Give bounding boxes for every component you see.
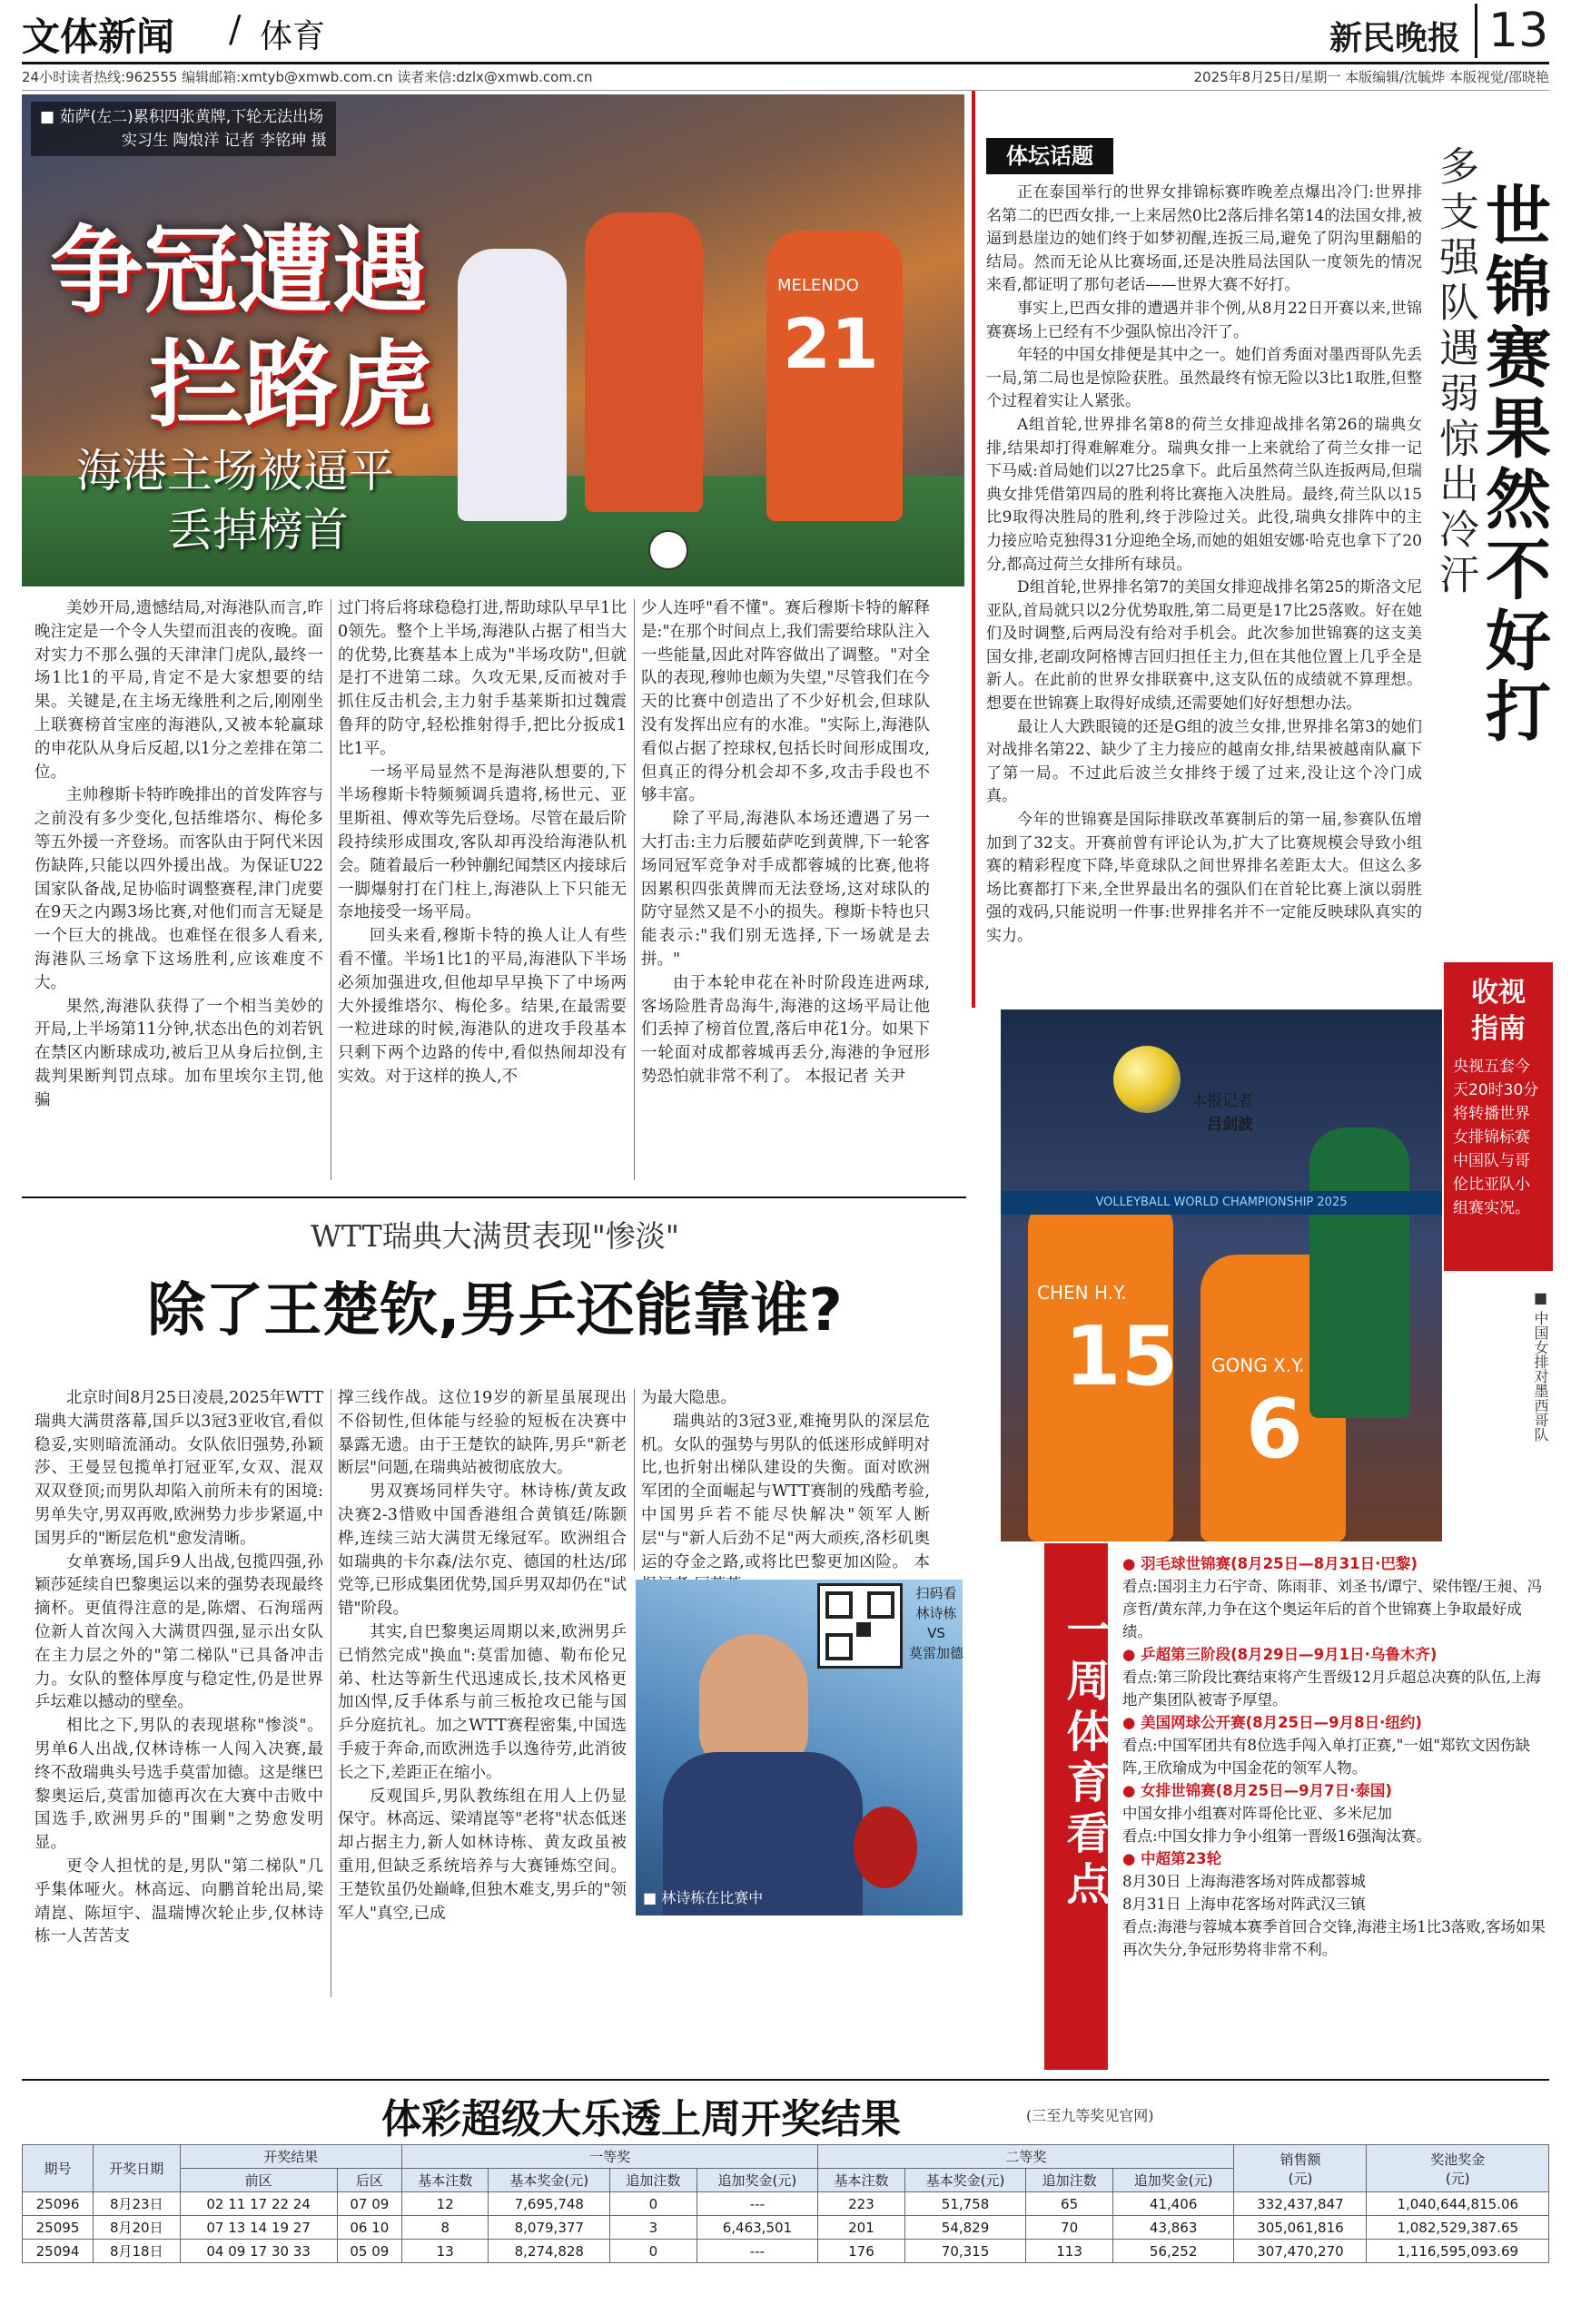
forum-vertical-headline: 世锦赛果然不好打 — [1475, 182, 1551, 748]
arena-banner: VOLLEYBALL WORLD CHAMPIONSHIP 2025 — [1001, 1191, 1442, 1215]
soccer-photo — [22, 94, 964, 586]
section-divider — [22, 1196, 966, 1198]
table-row: 25095 8月20日 07 13 14 19 27 06 10 8 8,079,377 3 6,463,501 201 54,829 70 43,863 305,061,816 1,082,529,387.65 — [23, 2216, 1549, 2240]
col-pool: 奖池奖金 (元) — [1367, 2145, 1549, 2192]
photo-caption: ■ 茹萨(左二)累积四张黄牌,下轮无法出场 实习生 陶烺洋 记者 李铭珅 摄 — [31, 102, 336, 156]
player-white — [458, 249, 567, 521]
wtt-kicker: WTT瑞典大满贯表现"惨淡" — [311, 1218, 679, 1254]
column-rule — [634, 599, 635, 1180]
table-row: 25096 8月23日 02 11 17 22 24 07 09 12 7,695,748 0 --- 223 51,758 65 41,406 332,437,847 1,040,644,815.06 — [23, 2192, 1549, 2216]
week-item: ● 羽毛球世锦赛(8月25日—8月31日·巴黎) 看点:国羽主力石宇奇、陈雨菲、刘圣书/谭宁、梁伟铿/王昶、冯彦哲/黄东萍,力争在这个奥运年后的首个世锦赛上争取最好成绩。 — [1122, 1555, 1543, 1640]
forum-vertical-kicker: 多支强队遇弱惊出冷汗 — [1432, 145, 1478, 599]
jersey-b-number: 6 — [1246, 1382, 1303, 1477]
qr-label: 扫码看 林诗栋 VS 莫雷加德 — [908, 1585, 963, 1661]
page-number: 13 — [1475, 4, 1548, 58]
wtt-column-2: 撑三线作战。这位19岁的新星虽展现出不俗韧性,但体能与经验的短板在决赛中暴露无遗。由于王楚钦的缺阵,男乒"新老断层"问题,在瑞典站被彻底放大。 男双赛场同样失守。林诗栋/黄友政决赛2-3惜败中国香港组合黄镇廷/陈颢桦,连续三站大满贯无缘冠军。欧洲组合如瑞典的卡尔森/法尔克、德国的杜达/邱党等,已形成集团优势,国乒男双却仍在"试错"阶段。 其实,自巴黎奥运周期以来,欧洲男乒已悄然完成"换血":莫雷加德、勒布伦兄弟、杜达等新生代迅速成长,技术风格更加凶悍,反手体系与前三板抢攻已能与国乒分庭抗礼。加之WTT赛程密集,中国选手疲于奔命,而欧洲选手以逸待劳,此消彼长之下,差距正在缩小。 反观国乒,男队教练组在用人上仍显保守。林高远、梁靖崑等"老将"状态低迷却占据主力,新人如林诗栋、黄友政虽被重用,但缺乏系统培养与大赛锤炼空间。王楚钦虽仍处巅峰,但独木难支,男乒的"领军人"真空,已成 — [338, 1389, 627, 1923]
paper-name: 新民晚报 — [1329, 20, 1461, 57]
col-sales: 销售额 (元) — [1234, 2145, 1367, 2192]
masthead — [22, 4, 1549, 64]
table-row: 25094 8月18日 04 09 17 30 33 05 09 13 8,274,828 0 --- 176 70,315 113 56,252 307,470,270 1,116,595,093.69 — [23, 2240, 1549, 2263]
tv-text: 央视五套今天20时30分将转播世界女排锦标赛中国队与哥伦比亚队小组赛实况。 — [1453, 1058, 1539, 1217]
player-face — [699, 1634, 808, 1770]
column-rule — [634, 1389, 635, 1571]
wtt-column-3: 为最大隐患。 瑞典站的3冠3亚,难掩男队的深层危机。女队的强势与男队的低迷形成鲜明对比,也折射出梯队建设的失衡。面对欧洲军团的全面崛起与WTT赛制的残酷考验,中国男乒若不能尽快解决"领军人断层"与"新人后劲不足"两大顽疾,洛杉矶奥运的夺金之路,或将比巴黎更加凶险。 本 — [641, 1389, 930, 1571]
week-item: ● 乒超第三阶段(8月29日—9月1日·乌鲁木齐) 看点:第三阶段比赛结束将产生晋级12月乒超总决赛的队伍,上海地产集团队被寄予厚望。 — [1122, 1646, 1541, 1709]
tv-guide — [1444, 962, 1553, 1271]
lottery-divider — [22, 2079, 1549, 2081]
week-preview-vertical-title: 一周体育看点 — [1044, 1543, 1108, 2070]
player-mexico — [1309, 1128, 1409, 1418]
week-item: ● 女排世锦赛(8月25日—9月7日·泰国) 中国女排小组赛对阵哥伦比亚、多米尼加 看点:中国女排力争小组第一晋级16强淘汰赛。 — [1122, 1782, 1432, 1845]
contact-info: 24小时读者热线:962555 编辑邮箱:xmtyb@xmwb.com.cn 读者来信:dzlx@xmwb.com.cn — [22, 69, 593, 85]
volleyball-side-caption: ■ 中国女排对墨西哥队 — [1532, 1289, 1549, 1443]
forum-byline: 本报记者 吕剑波 — [1191, 1092, 1253, 1134]
lottery-note: (三至九等奖见官网) — [1026, 2107, 1154, 2124]
slash-divider: / — [229, 9, 242, 51]
tv-title-2: 指南 — [1471, 1013, 1526, 1045]
paddle — [854, 1807, 917, 1888]
col-first: 一等奖 — [401, 2145, 817, 2169]
col-period: 期号 — [23, 2145, 94, 2192]
jersey-name: MELENDO — [777, 276, 859, 295]
pingpong-caption: ■ 林诗栋在比赛中 — [643, 1889, 764, 1906]
lottery-title: 体彩超级大乐透上周开奖结果 — [381, 2096, 901, 2142]
forum-badge: 体坛话题 — [986, 138, 1113, 174]
lead-headline-2: 拦路虎 — [149, 330, 433, 440]
section-subtitle: 体育 — [260, 18, 326, 55]
col-date: 开奖日期 — [94, 2145, 181, 2192]
player-orange — [585, 212, 703, 512]
lead-column-1: 美妙开局,遗憾结局,对海港队而言,昨晚注定是一个令人失望而沮丧的夜晚。面对实力不那么强的天津津门虎队,最终一场1比1的平局,肯定不是大家想要的结果。关键是,在主场无缘胜利之后,刚刚坐上联赛榜首宝座的海港队,又被本轮赢球的申花队从身后反超,以1分之差排在第二位。 主帅穆斯卡特昨晚排出的首发阵容与之前没有多少变化,包括维塔尔、梅伦多等五外援一齐登场。而客队由于阿代米因伤缺阵,只能以四外援出战。为保证U22国家队备战,足协临时调整赛程,津门虎要在9天之内踢3场比赛,对他们而言无疑是一个巨大的挑战。也难怪在很多人看来,海港队三场拿下这场胜利,应该难度不大。 果然,海港队获得了一个相当美妙的开局,上半场第11分钟,状态出色的刘若钒在禁区内断球成功,被后卫从身后拉倒,主裁判果断判罚点球。加布里埃尔主罚,他骗 — [35, 599, 323, 1109]
lead-subhead-2: 丢掉榜首 — [167, 504, 349, 556]
lead-headline-1: 争冠遭遇 — [49, 215, 428, 326]
jersey-b-name: GONG X.Y. — [1211, 1354, 1305, 1376]
wtt-column-1: 北京时间8月25日凌晨,2025年WTT瑞典大满贯落幕,国乒以3冠3亚收官,看似稳妥,实则暗流涌动。女队依旧强势,孙颖莎、王曼昱包揽单打冠亚军,女双、混双双双登顶;而男队却陷入前所未有的困境:男单失守,男双再败,欧洲势力步步紧逼,中国男乒的"断层危机"愈发清晰。 女单赛场,国乒9人出战,包揽四强,孙颖莎延续自巴黎奥运以来的强势表现最终摘杯。更值得注意的是,陈熠、石洵瑶两位新人首次闯入大满贯四强,显示出女队在主力层之外的"第二梯队"已具备冲击力。女队的整体厚度与稳定性,仍是世界乒坛难以撼动的壁垒。 相比之下,男队的表现堪称"惨淡"。男单6人出战,仅林诗栋一人闯入决赛,最终不敌瑞典头号选手莫雷加德。这是继巴黎奥运后,莫雷加德再次在大赛中击败中国选手,欧洲男乒的"围剿"之势愈发明显。 更令人担忧的是,男队"第二梯队"几乎集体哑火。林高远、向鹏首轮出局,梁靖崑、陈垣宇、温瑞博次轮止步,仅林诗栋一人苦苦支 — [35, 1389, 323, 1946]
lead-column-2: 过门将后将球稳稳打进,帮助球队早早1比0领先。整个上半场,海港队占据了相当大的优势,比赛基本上成为"半场攻防",但就是打不进第二球。久攻无果,反而被对手抓住反击机会,主力射手基莱斯扣过魏震鲁拜的防守,轻松推射得手,把比分扳成1比1平。 一场平局显然不是海港队想要的,下半场穆斯卡特频频调兵遣将,杨世元、亚里斯祖、傅欢等先后登场。尽管在最后阶段持续形成围攻,客队却再没给海港队机会。随着最后一秒钟蒯纪闻禁区内接球后一脚爆射打在门柱上,海港队上下只能无奈地接受一场平局。 回头来看,穆斯卡特的换人让人有些看不懂。半场1比1的平局,海港队下半场必须加强进攻,但他却早早换下了中场两大外援维塔尔、梅伦多。结果,在最需要一粒进球的时候,海港队的进攻手段基本只剩下两个边路的传中,看似热闹却没有实效。对于这样的换人,不 — [338, 599, 627, 1086]
week-item: ● 中超第23轮 8月30日 上海海港客场对阵成都蓉城 8月31日 上海申花客场对阵武汉三镇 看点:海港与蓉城本赛季首回合交锋,海港主场1比3落败,客场如果再次失分,争冠形势将非常不利。 — [1122, 1850, 1546, 1958]
lottery-table: 期号 开奖日期 开奖结果 一等奖 二等奖 销售额 (元) 奖池奖金 (元) 前区 后区 基本注数 基本奖金(元) 追加注数 追加奖金(元) 基本注数 基本奖金(元) 追加注数 追加奖金(元) 25096 8月23日 02 11 17 22 24 07 09 12 7,695,748 0 --- 223 51,758 65 41,406 332,437,847 1,040,644,815.06 25095 8月20日 07 13 14 19 27 06 10 8 8,079,377 3 6,463,501 201 54,829 70 43,863 305,061,816 1,082,529,387.65 25094 8月18日 04 09 17 30 33 05 09 13 8,274,828 0 --- 176 70,315 113 56,252 307,470,270 1,116,595,093.69 — [22, 2144, 1549, 2263]
forum-body: 正在泰国举行的世界女排锦标赛昨晚差点爆出冷门:世界排名第二的巴西女排,一上来居然0比2落后排名第14的法国女排,被逼到悬崖边的她们终于如梦初醒,连扳三局,避免了阴沟里翻船的结局。然而无论从比赛场面,还是决胜局法国队一度领先的情况来看,都证明了那句老话——世界大赛不好打。 事实上,巴西女排的遭遇并非个例,从8月22日开赛以来,世锦赛赛场上已经有不少强队惊出冷汗了。 年轻的中国女排便是其中之一。她们首秀面对墨西哥队先丢一局,第二局也是惊险获胜。虽然最终有惊无险以3比1取胜,但整个过程着实让人紧张。 A组首轮,世界排名第8的荷兰女排迎战排名第26的瑞典女排,结果却打得难解难分。瑞典女排一上来就给了荷兰女排一记下马威:首局她们以27比25拿下。此后虽然荷兰队连扳两局,但瑞典女排凭借第四局的胜利将比赛拖入决胜局。最终,荷兰队以15比9取得决胜局的胜利,终于涉险过关。此役,瑞典女排阵中的主力接应哈克独得31分迎绝全场,而她的姐姐安娜·哈克也拿下了20分,都高过荷兰女排所有球员。 D组首轮,世界排名第7的美国女排迎战排名第25的斯洛文尼亚队,首局就只以2分优势取胜,第二局更是17比25落败。好在她们及时调整,后两局没有给对手机会。此次参加世锦赛的这支美国女排,老副攻阿格博吉回归担任主力,但在其他位置上几乎全是新人。在此前的世界女排联赛中,这支队伍的成绩就不算理想。想要在世锦赛上取得好成绩,还需要她们好好想想办法。 最让人大跌眼镜的还是G组的波兰女排,世界排名第3的她们对战排名第22、缺少了主力接应的越南女排,结果被越南队赢下了第一局。不过此后波兰女排终于缓了过来,没让这个冷门成真。 今年的世锦赛是国际排联改革赛制后的第一届,参赛队伍增加到了32支。开赛前曾有评论认为,扩大了比赛规模会导致小组赛的精彩程度下降,毕竟球队之间世界排名差距太大。但这么多场比赛都打下来,全世界最出名的强队们在首轮比赛上演以弱胜强的戏码,只能说明一件事:世界排名并不一定能反映球队真实的实力。 — [986, 183, 1422, 945]
tv-title-1: 收视 — [1471, 977, 1526, 1009]
lead-column-3: 少人连呼"看不懂"。赛后穆斯卡特的解释是:"在那个时间点上,我们需要给球队注入一些能量,因此对阵容做出了调整。"对全队的表现,穆帅也颇为失望,"尽管我们在今天的比赛中创造出了不少好机会,但球队没有发挥出应有的水准。"实际上,海港队看似占据了控球权,包括长时间形成围攻,但真正的得分机会却不多,攻击手段也不够丰富。 除了平局,海港队本场还遭遇了另一大打击:主力后腰茹萨吃到黄牌,下一轮客场同冠军竞争对手成都蓉城的比赛,他将因累积四张黄牌而无法登场,这对球队的防守显然又是不小的损失。穆斯卡特也只能表示:"我们别无选择,下一场就是去拼。" 由于本轮申花在补时阶段连进两球,客场险胜青岛海牛,海港的这场平局让他们丢掉了榜首位置,落后申花1分。如果下一轮面对成都蓉城再丢分,海港的争冠形势恐怕就非常不利了。 本报记者 关尹 — [641, 599, 930, 1086]
ball — [648, 530, 688, 570]
week-preview-list — [1122, 1552, 1547, 2061]
jersey-a-name: CHEN H.Y. — [1037, 1282, 1127, 1304]
wtt-headline: 除了王楚钦,男乒还能靠谁? — [147, 1277, 843, 1344]
col-second: 二等奖 — [818, 2145, 1234, 2169]
right-accent-bar — [972, 91, 975, 1008]
jersey-number: 21 — [783, 303, 879, 384]
info-line — [22, 67, 1549, 91]
week-item: ● 美国网球公开赛(8月25日—9月8日·纽约) 看点:中国军团共有8位选手闯入单打正赛,"一姐"郑钦文因伤缺阵,王欣瑜成为中国金花的领军人物。 — [1122, 1714, 1530, 1777]
jersey-a-number: 15 — [1064, 1309, 1179, 1404]
lead-subhead-1: 海港主场被逼平 — [76, 445, 394, 497]
section-title: 文体新闻 — [22, 15, 175, 59]
date-editors: 2025年8月25日/星期一 本版编辑/沈毓烨 本版视觉/邵晓艳 — [1193, 69, 1549, 85]
qr-code[interactable] — [817, 1583, 903, 1669]
col-result: 开奖结果 — [180, 2145, 401, 2169]
